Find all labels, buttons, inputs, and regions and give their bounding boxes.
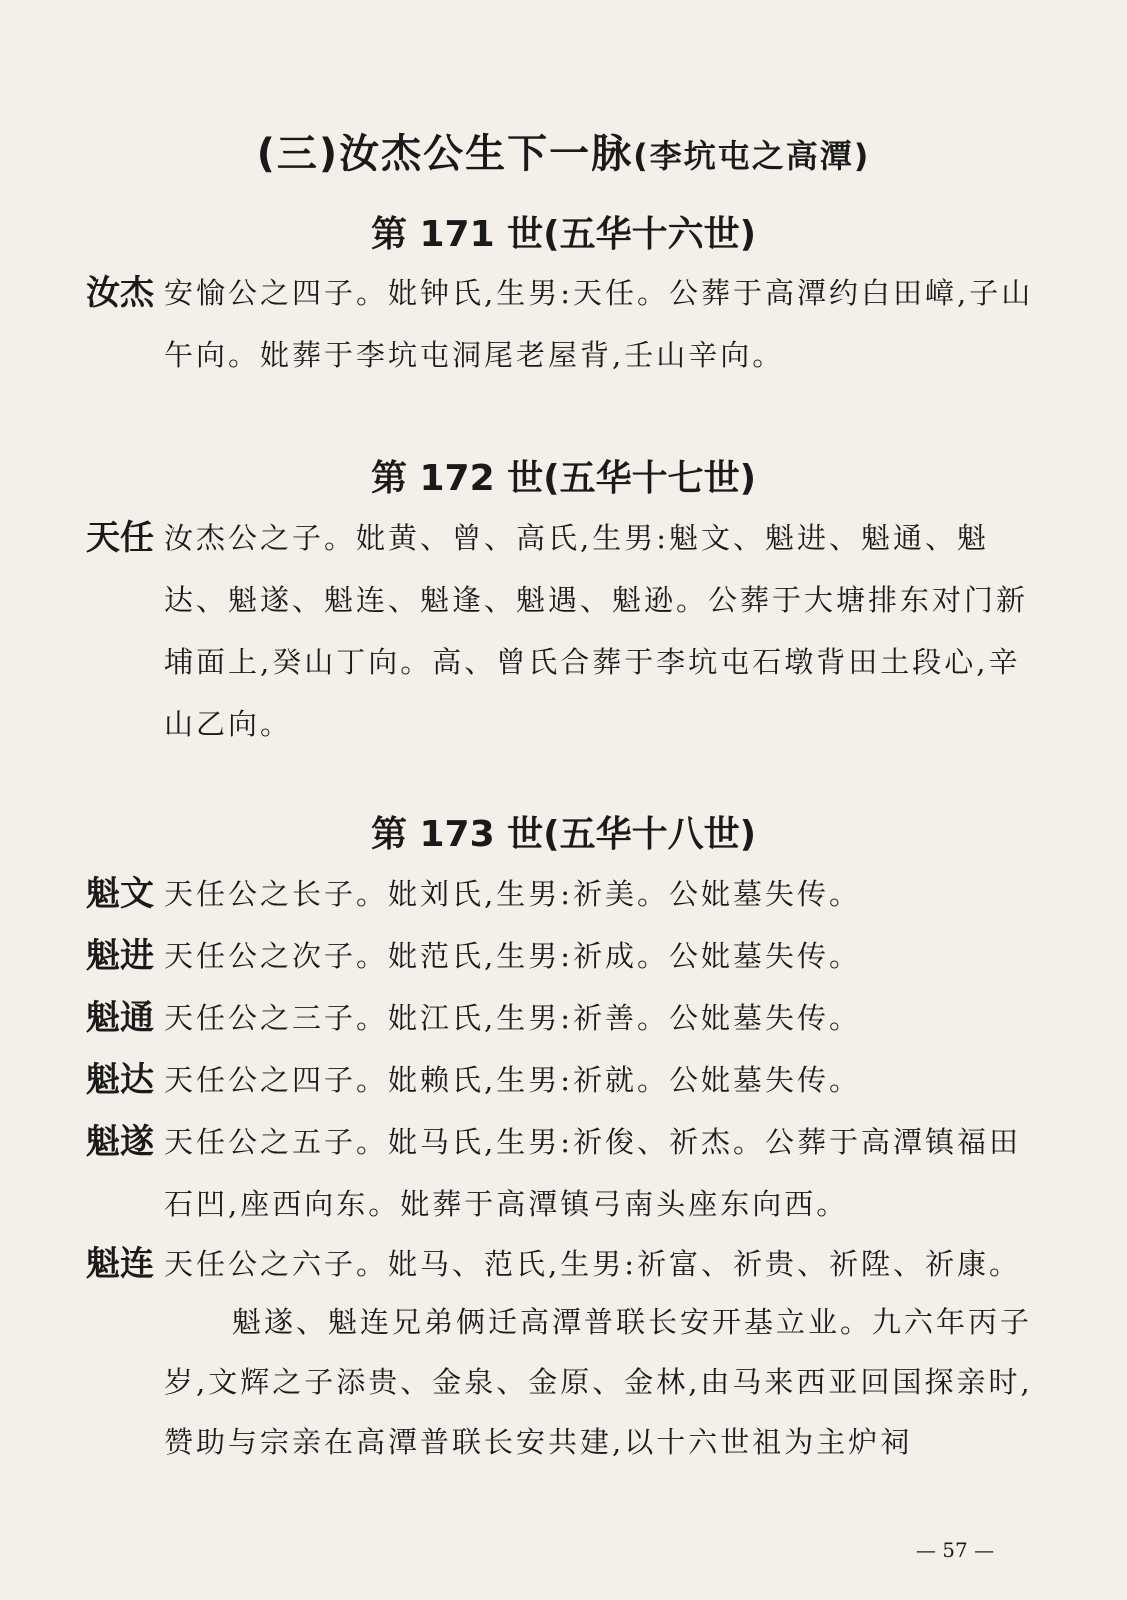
entry-name: 魁连 bbox=[86, 1244, 154, 1284]
entry-kuiwen bbox=[86, 863, 1046, 925]
entry-name: 魁达 bbox=[86, 1060, 154, 1100]
entry-text: 汝杰公之子。妣黄、曾、高氏,生男:魁文、魁进、魁通、魁达、魁遂、魁连、魁逢、魁遇、魁逊。公葬于大塘排东对门新埔面上,癸山丁向。高、曾氏合葬于李坑屯石墩背田土段心,辛山乙向。 bbox=[164, 521, 1029, 741]
generation-heading-172: 第 172 世(五华十七世) bbox=[370, 458, 757, 499]
entry-name: 天任 bbox=[86, 518, 154, 558]
entry-kuijin bbox=[86, 925, 1046, 987]
entry-text: 天任公之五子。妣马氏,生男:祈俊、祈杰。公葬于高潭镇福田石凹,座西向东。妣葬于高潭镇弓南头座东向西。 bbox=[164, 1125, 1021, 1221]
entry-kuisui bbox=[86, 1111, 1046, 1235]
entry-text: 天任公之六子。妣马、范氏,生男:祈富、祈贵、祈陞、祈康。 bbox=[164, 1247, 1021, 1281]
entry-text: 天任公之四子。妣赖氏,生男:祈就。公妣墓失传。 bbox=[164, 1063, 861, 1097]
entry-text: 天任公之长子。妣刘氏,生男:祈美。公妣墓失传。 bbox=[164, 877, 861, 911]
migration-note bbox=[164, 1292, 1044, 1472]
entry-text: 天任公之次子。妣范氏,生男:祈成。公妣墓失传。 bbox=[164, 939, 861, 973]
section-title-sub: (李坑屯之高潭) bbox=[633, 137, 871, 175]
entry-tianren bbox=[86, 507, 1046, 755]
entry-name: 汝杰 bbox=[86, 273, 154, 313]
entry-text: 天任公之三子。妣江氏,生男:祈善。公妣墓失传。 bbox=[164, 1001, 861, 1035]
page-number: — 57 — bbox=[915, 1538, 995, 1562]
entry-text: 安愉公之四子。妣钟氏,生男:天任。公葬于高潭约白田嶂,子山午向。妣葬于李坑屯洞尾老屋背,壬山辛向。 bbox=[164, 276, 1034, 372]
section-title bbox=[0, 122, 1127, 179]
generation-heading-173: 第 173 世(五华十八世) bbox=[370, 814, 757, 855]
entry-name: 魁文 bbox=[86, 874, 154, 914]
entry-kuitong bbox=[86, 987, 1046, 1049]
entry-rujie bbox=[86, 262, 1046, 386]
entry-name: 魁遂 bbox=[86, 1122, 154, 1162]
generation-heading-171: 第 171 世(五华十六世) bbox=[370, 214, 757, 255]
entry-kuilian bbox=[86, 1233, 1046, 1295]
entry-kuida bbox=[86, 1049, 1046, 1111]
section-title-main: (三)汝杰公生下一脉 bbox=[256, 131, 634, 177]
entry-name: 魁进 bbox=[86, 936, 154, 976]
migration-note-text: 魁遂、魁连兄弟俩迁高潭普联长安开基立业。九六年丙子岁,文辉之子添贵、金泉、金原、金林,由马来西亚回国探亲时,赞助与宗亲在高潭普联长安共建,以十六世祖为主炉祠 bbox=[164, 1305, 1033, 1459]
entry-name: 魁通 bbox=[86, 998, 154, 1038]
